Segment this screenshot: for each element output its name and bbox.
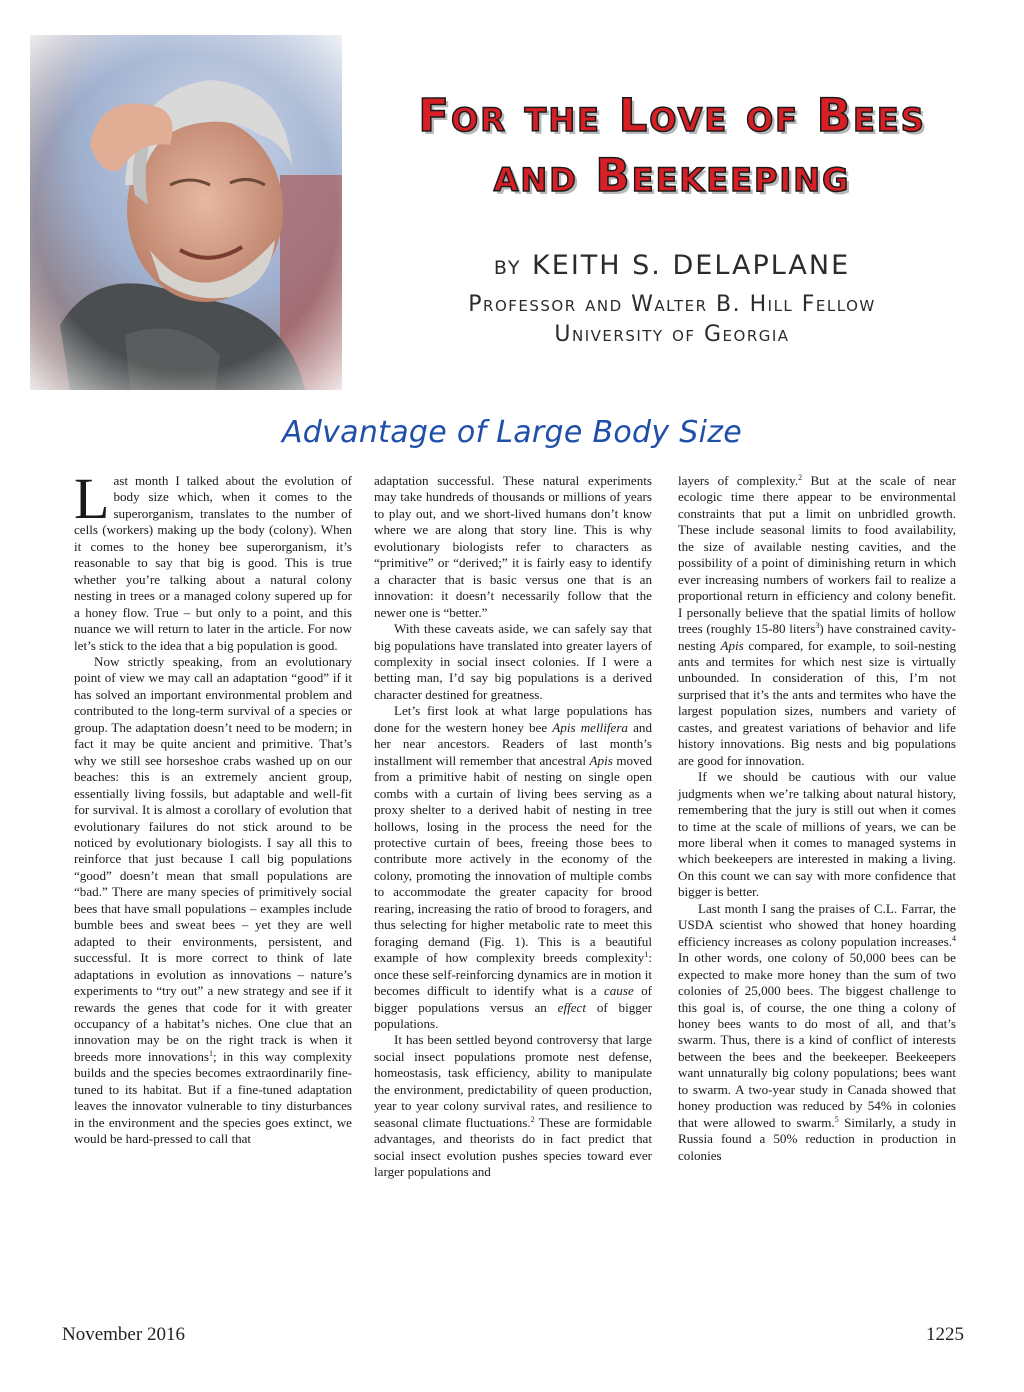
author-photo <box>30 35 342 390</box>
paragraph-text: of bigger populations versus an <box>374 983 652 1015</box>
paragraph-text: If we should be cautious with our value judgments when we’re talking about natural history, remembering that the jury is still out when it comes to time at the scale of millions of years, we can be more liberal when it comes to managed systems in which beekeepers are interested in making a living. On this count we can say with more confidence that bigger is better. <box>678 769 956 900</box>
paragraph <box>678 901 956 1164</box>
paragraph-text: These are formidable advantages, and theorists do in fact predict that social insect evolution pushes species toward ever larger populations and <box>374 1114 652 1180</box>
paragraph-text: Last month I sang the praises of C.L. Farrar, the USDA scientist who showed that honey hoarding efficiency increases as colony population increases. <box>678 900 956 949</box>
paragraph-text: With these caveats aside, we can safely say that big populations have translated into greater layers of complexity in social insect colonies. If I were a betting man, I’d say big populations is a derived character destined for greatness. <box>374 621 652 702</box>
article-title: Advantage of Large Body Size <box>281 415 743 450</box>
paragraph <box>678 769 956 901</box>
paragraph-text: Now strictly speaking, from an evolutionary point of view we may call an adaptation “good” if it has solved an important environmental problem and contributed to the long-term survival of a species or group. The adaptation doesn’t need to be modern; in fact it may be quite ancient and primitive. That’s why we still see horseshoe crabs washed up on our beaches: this is an extremely ancient group, essentially living fossils, but adaptable and well-fit for survival. It is almost a corollary of evolution that evolutionary failures do not stick around to be noticed by evolutionary biologists. I say all this to reinforce that just because I call big populations “good” doesn’t mean that small populations are “bad.” There are many species of primitively social bees that have small populations – examples include bumble bees and sweat bees – yet they are well adapted to their environments, persistent, and successful. It is more correct to think of late adaptations in evolution as innovations – nature’s experiments to “try out” a new strategy and see if it rewards the genes that code for it with greater occupancy of a habitat’s niches. One clue that an innovation may be on the right track is when it breeds more innovations <box>74 653 352 1064</box>
paragraph <box>678 473 956 769</box>
byline-block <box>352 248 992 350</box>
paragraph <box>374 473 652 621</box>
drop-cap: L <box>74 466 110 531</box>
paragraph <box>74 654 352 1148</box>
paragraph-text: : once these self-reinforcing dynamics are in motion it becomes difficult to identify what is a <box>374 950 652 999</box>
footnote-ref: 3 <box>815 621 820 631</box>
paragraph-text: and her near ancestors. Readers of last month’s installment will remember that ancestral <box>374 719 652 768</box>
affiliation-line-2: University of Georgia <box>554 322 790 347</box>
footnote-ref: 2 <box>530 1114 535 1124</box>
issue-date: November 2016 <box>62 1324 185 1345</box>
paragraph-text: It has been settled beyond controversy that large social insect populations promote nest defense, homeostasis, task efficiency, ability to manipulate the environment, predictability of queen production, year to year colony survival rates, and resilience to seasonal climate fluctuations. <box>374 1032 652 1130</box>
paragraph <box>374 1032 652 1180</box>
paragraph-text: compared, for example, to soil-nesting ants and termites for which nest size is virtually unbounded. In consideration of this, I’m not surprised that it’s the ants and termites who have the largest population sizes, numbers and variety of castes, and greatest variations of behavior and life history innovations. Big nests and big populations are good for innovation. <box>678 637 956 768</box>
italic-term: Apis <box>720 637 744 653</box>
paragraph-text: ast month I talked about the evolution of body size which, when it comes to the superorganism, translates to the number of cells (workers) making up the body (colony). When it comes to the honey bee superorganism, it’s reasonable to say that big is good. This is true whether you’re talking about a natural colony nesting in trees or a managed colony supered up for a honey flow. True – but only to a point, and this nuance we will return to later in the article. For now let’s stick to the idea that a big population is good. <box>74 473 352 653</box>
author-affiliation <box>352 290 992 350</box>
paragraph-text: of bigger populations. <box>374 999 652 1031</box>
paragraph-text: ; in this way complexity builds and the species becomes extraordinarily fine-tuned to its habitat. But if a fine-tuned adaptation leaves the innovator vulnerable to tiny disturbances in the environment and the species goes extinct, we would be hard-pressed to call that <box>74 1048 352 1147</box>
italic-term: effect <box>557 999 586 1015</box>
author-portrait-image <box>30 35 342 390</box>
text-column-2 <box>374 473 652 1180</box>
footnote-ref: 1 <box>644 950 649 960</box>
paragraph-text: ) have constrained cavity-nesting <box>678 621 956 653</box>
text-column-3 <box>678 473 956 1164</box>
footnote-ref: 5 <box>834 1114 839 1124</box>
paragraph-text: adaptation successful. These natural experiments may take hundreds of thousands or millions of years to play out, and we short-lived humans don’t know where we are along that story line. This is why evolutionary biologists refer to characters as “primitive” or “derived;” it is fairly easy to identify a character that is basic versus one that is an innovation: it doesn’t necessarily follow that the newer one is “better.” <box>374 473 652 620</box>
paragraph-text: Let’s first look at what large populations has done for the western honey bee <box>374 703 652 735</box>
italic-term: Apis <box>589 752 613 768</box>
italic-term: cause <box>603 983 634 999</box>
paragraph-text: But at the scale of near ecologic time there appear to be environmental constraints that put a limit on unbridled growth. These include seasonal limits to food availability, the size of available nesting cavities, and the possibility of a point of diminishing return in which ever increasing numbers of workers fail to realize a proportional return in efficiency and colony benefit. I personally believe that the spatial limits of hollow trees (roughly 15-80 liters <box>678 473 956 637</box>
footnote-ref: 1 <box>208 1048 213 1058</box>
page-number: 1225 <box>926 1324 964 1345</box>
italic-term: Apis mellifera <box>552 719 628 735</box>
footnote-ref: 4 <box>952 933 956 943</box>
footnote-ref: 2 <box>798 473 803 482</box>
series-title-line-2: and Beekeeping <box>493 149 851 202</box>
affiliation-line-1: Professor and Walter B. Hill Fellow <box>468 292 876 317</box>
paragraph-text: layers of complexity. <box>678 473 799 488</box>
series-title-line-1: For the Love of Bees <box>418 89 926 142</box>
paragraph-text: In other words, one colony of 50,000 bees can be expected to make more honey than the sum of two colonies of 25,000 bees. The biggest challenge to this goal is, of course, the one thing a colony of honey bees wants to do most of all, and that’s swarm. Thus, there is a kind of conflict of interests between the bees and the beekeeper. Beekeepers want unnaturally big colony populations; bees want to swarm. A two-year study in Canada showed that honey production was reduced by 54% in colonies that were allowed to swarm. <box>678 950 956 1130</box>
paragraph <box>374 621 652 703</box>
paragraph-text: moved from a primitive habit of nesting on single open combs with a curtain of living bees serving as a proxy shelter to a derived habit of nesting in tree hollows, losing in the process the need for the protective curtain of bees, freeing those bees to contribute more actively in the economy of the colony, promoting the innovation of multiple combs to accommodate the greater capacity for brood rearing, increasing the ratio of brood to foragers, and thus selecting for higher metabolic rate to meet this foraging demand (Fig. 1). This is a beautiful example of how complexity breeds complexity <box>374 752 652 966</box>
series-title <box>352 86 992 206</box>
author-byline: by KEITH S. DELAPLANE <box>493 250 851 281</box>
text-column-1 <box>74 466 352 1148</box>
paragraph <box>374 703 652 1032</box>
paragraph <box>74 466 352 654</box>
paragraph-text: Similarly, a study in Russia found a 50% reduction in production in colonies <box>678 1114 957 1163</box>
